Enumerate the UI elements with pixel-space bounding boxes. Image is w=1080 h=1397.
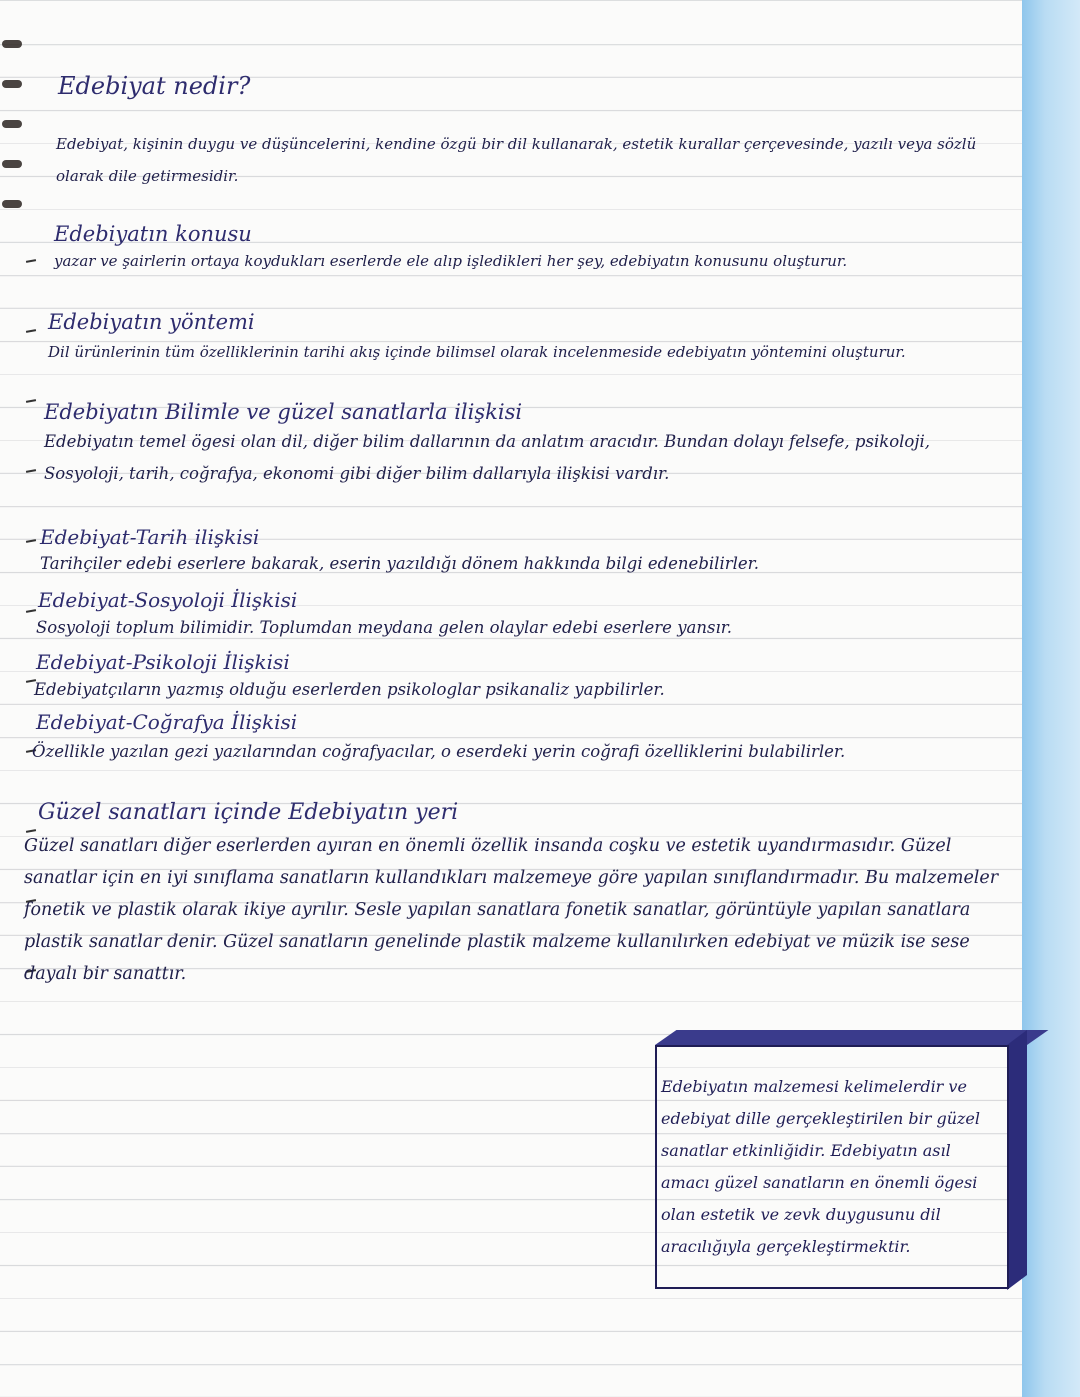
section-text: yazar ve şairlerin ortaya koydukları eserlerde ele alıp işledikleri her şey, edebiyatın konusunu oluşturur. <box>54 252 848 270</box>
binding-hole <box>2 200 22 208</box>
section-text: Dil ürünlerinin tüm özelliklerinin tarihi akış içinde bilimsel olarak incelenmeside edebiyatın yöntemini oluşturur. <box>48 343 906 361</box>
binding-hole <box>2 160 22 168</box>
section-text: Özellikle yazılan gezi yazılarından coğrafyacılar, o eserdeki yerin coğrafi özelliklerini bulabilirler. <box>32 742 846 761</box>
note-box-shadow-top <box>655 1030 1048 1045</box>
section-text: Edebiyat, kişinin duygu ve düşüncelerini, kendine özgü bir dil kullanarak, estetik kurallar çerçevesinde, yazılı veya sözlü olarak dile getirmesidir. <box>56 135 977 185</box>
binding-hole <box>2 40 22 48</box>
section-heading: Edebiyatın Bilimle ve güzel sanatlarla ilişkisi <box>44 400 523 424</box>
section-text: Sosyoloji toplum bilimidir. Toplumdan meydana gelen olaylar edebi eserlere yansır. <box>36 618 733 637</box>
section-text: Güzel sanatları diğer eserlerden ayıran en önemli özellik insanda coşku ve estetik uyandırmasıdır. Güzel sanatlar için en iyi sınıflama sanatların kullandıkları malzemeye göre yapılan sınıflandırmadır. Bu malzemeler fonetik ve plastik olarak ikiye ayrılır. Sesle yapılan sanatlara fonetik sanatlar, görüntüyle yapılan sanatlara plastik sanatlar denir. Güzel sanatların genelinde plastik malzeme kullanılırken edebiyat ve müzik ise sese dayalı bir sanattır. <box>24 836 999 984</box>
margin-tick <box>26 399 36 403</box>
margin-tick <box>26 469 36 473</box>
section-heading: Edebiyatın yöntemi <box>48 310 255 334</box>
section-heading: Güzel sanatları içinde Edebiyatın yeri <box>38 800 459 825</box>
section-heading: Edebiyat-Coğrafya İlişkisi <box>36 710 298 734</box>
margin-tick <box>26 539 36 543</box>
section-heading: Edebiyat-Psikoloji İlişkisi <box>36 650 290 674</box>
margin-tick <box>26 259 36 263</box>
note-box-shadow-side <box>1007 1030 1027 1290</box>
margin-tick <box>26 609 36 613</box>
summary-note-text: Edebiyatın malzemesi kelimelerdir ve edebiyat dille gerçekleştirilen bir güzel sanatlar etkinliğidir. Edebiyatın asıl amacı güzel sanatların en önemli ögesi olan estetik ve zevk duygusunu dil aracılığıyla gerçekleştirmektir. <box>661 1077 981 1256</box>
binding-hole <box>2 80 22 88</box>
section-text: Tarihçiler edebi eserlere bakarak, eserin yazıldığı dönem hakkında bilgi edenebilirler. <box>40 554 759 573</box>
section-text: Edebiyatın temel ögesi olan dil, diğer bilim dallarının da anlatım aracıdır. Bundan dolayı felsefe, psikoloji, Sosyoloji, tarih, coğrafya, ekonomi gibi diğer bilim dallarıyla ilişkisi vardır. <box>44 432 931 483</box>
page-edge <box>1022 0 1080 1397</box>
section-heading: Edebiyat-Tarih ilişkisi <box>40 525 260 549</box>
binding-hole <box>2 120 22 128</box>
section-text: Edebiyatçıların yazmış olduğu eserlerden psikologlar psikanaliz yapbilirler. <box>34 680 665 699</box>
section-heading: Edebiyat-Sosyoloji İlişkisi <box>38 588 298 612</box>
section-heading: Edebiyatın konusu <box>54 222 252 246</box>
margin-tick <box>26 329 36 333</box>
section-heading: Edebiyat nedir? <box>58 72 251 100</box>
